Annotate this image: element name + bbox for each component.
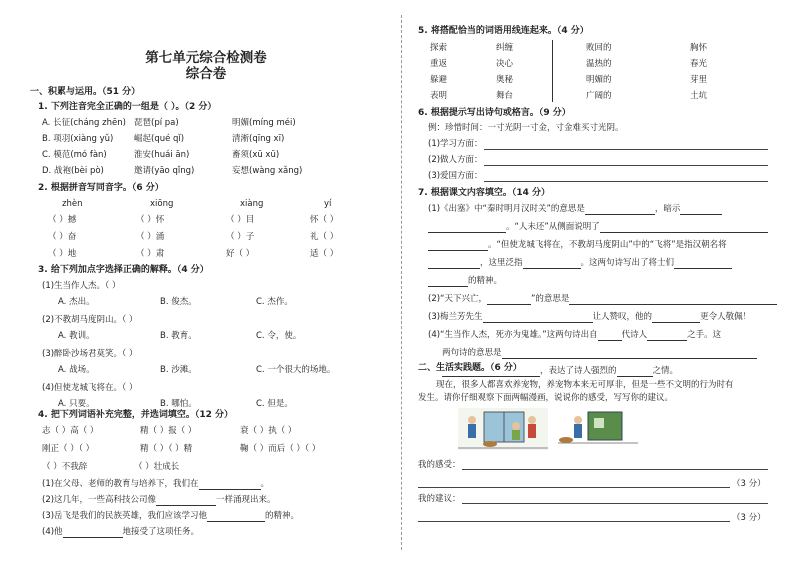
q4-fill-blank[interactable]	[156, 496, 216, 506]
q7-blank[interactable]	[569, 295, 777, 305]
q4-word-blank[interactable]: （ ）壮成长	[134, 462, 180, 472]
q5-left-word[interactable]: 决心	[496, 59, 514, 69]
q5-right-word[interactable]: 胸怀	[690, 43, 708, 53]
q6-item-label: (1)学习方面：	[428, 139, 483, 149]
section-1-heading: 一、积累与运用。（51 分）	[30, 87, 141, 97]
q5-left-word[interactable]: 舞台	[496, 91, 514, 101]
q2-title: 2. 根据拼音写同音字。（6 分）	[38, 183, 164, 193]
q5-right-word[interactable]: 败回的	[586, 43, 612, 53]
q3-title: 3. 给下列加点字选择正确的解释。（4 分）	[38, 265, 209, 275]
q4-fill-blank[interactable]	[199, 480, 261, 490]
q7-line5: 的精神。	[428, 276, 502, 287]
q2-blank-cell[interactable]: （ ）怀	[136, 215, 165, 225]
q5-right-word[interactable]: 广阔的	[586, 91, 612, 101]
q5-left-word[interactable]: 表明	[430, 91, 448, 101]
q5-left-word[interactable]: 奥秘	[496, 75, 514, 85]
q4-fill-post: 地接受了这项任务。	[122, 527, 200, 537]
q5-right-word[interactable]: 土坑	[690, 91, 708, 101]
q4-fill-sentence	[42, 527, 199, 538]
cartoon-2	[558, 410, 638, 446]
q7-blank[interactable]	[502, 349, 757, 359]
suggestion-score: （3 分）	[732, 513, 766, 523]
feelings-answer-line-2[interactable]	[418, 487, 730, 488]
q3-option[interactable]: A. 只要。	[58, 399, 95, 409]
q7-blank[interactable]	[483, 313, 593, 323]
q7-blank[interactable]	[617, 367, 653, 377]
column-divider	[401, 15, 402, 550]
q2-blank-cell[interactable]: 礼（ ）	[310, 232, 339, 242]
q1-option-text: A. 长征(cháng zhēn)	[42, 118, 126, 128]
q3-option[interactable]: C. 一个很大的场地。	[256, 365, 336, 375]
q3-option[interactable]: A. 战场。	[58, 365, 95, 375]
q4-word-blank[interactable]: 精（ ）报（ ）	[140, 426, 197, 436]
q2-blank-cell[interactable]: （ ）奋	[48, 232, 77, 242]
q2-pinyin: xiōng	[150, 199, 174, 209]
q7-line9: 两句诗的意思是	[442, 348, 757, 359]
q6-answer-line[interactable]	[484, 149, 768, 150]
q3-option[interactable]: C. 令，使。	[256, 331, 302, 341]
q7-line1: (1)《出塞》中“秦时明月汉时关”的意思是 ，暗示	[428, 204, 722, 215]
q5-left-word[interactable]: 躲避	[430, 75, 448, 85]
q3-item-stem: (4)但使龙城飞将在。（ ）	[42, 383, 138, 393]
q4-fill-pre: (3)岳飞是我们的民族英雄，我们应该学习他	[42, 511, 208, 521]
q5-left-word[interactable]: 纠缠	[496, 43, 514, 53]
q7-line10: ，表达了诗人强烈的 之情。	[442, 366, 678, 377]
q6-item-label: (2)做人方面：	[428, 155, 483, 165]
q4-word-blank[interactable]: 刚正（ ）（ ）	[42, 444, 95, 454]
q1-option-text: 琵琶(pí pa)	[134, 118, 179, 128]
q7-blank[interactable]	[428, 241, 488, 251]
q7-blank[interactable]	[598, 331, 622, 341]
q6-answer-line[interactable]	[484, 181, 768, 182]
q1-option-text: C. 模范(mó fàn)	[42, 150, 107, 160]
q4-fill-sentence	[42, 511, 299, 522]
q6-answer-line[interactable]	[484, 165, 768, 166]
q7-line3: 。“但使龙城飞将在，不教胡马度阴山”中的“飞将”是指汉朝名将	[428, 240, 727, 251]
q5-separator	[552, 40, 553, 102]
q4-word-blank[interactable]: 志（ ）高（ ）	[42, 426, 99, 436]
q3-option[interactable]: A. 杰出。	[58, 297, 95, 307]
q6-example: 例：珍惜时间：一寸光阴一寸金，寸金难买寸光阴。	[428, 123, 624, 133]
my-suggestion-label: 我的建议：	[418, 494, 461, 504]
q4-fill-post: 的精神。	[265, 511, 300, 521]
q2-blank-cell[interactable]: 怀（ ）	[310, 215, 339, 225]
q7-blank[interactable]	[674, 259, 732, 269]
q2-blank-cell[interactable]: （ ）地	[48, 249, 77, 259]
q2-blank-cell[interactable]: （ ）肃	[136, 249, 165, 259]
q4-fill-post: 一样涌现出来。	[216, 495, 276, 505]
q3-option[interactable]: B. 教育。	[160, 331, 197, 341]
q2-blank-cell[interactable]: （ ）子	[226, 232, 255, 242]
section-2-heading: 二、生活实践题。（6 分）	[418, 363, 522, 373]
q4-fill-blank[interactable]	[207, 512, 265, 522]
q4-fill-pre: (4)他	[42, 527, 63, 537]
suggestion-answer-line-2[interactable]	[418, 521, 730, 522]
q4-fill-pre: (2)这几年，一些高科技公司像	[42, 495, 157, 505]
q2-blank-cell[interactable]: （ ）撼	[48, 215, 77, 225]
q1-option-text: 妄想(wàng xǎng)	[232, 166, 303, 176]
suggestion-answer-line[interactable]	[462, 503, 768, 504]
q2-pinyin: zhèn	[62, 199, 83, 209]
feelings-score: （3 分）	[732, 479, 766, 489]
cartoon-1	[458, 408, 548, 450]
q7-blank[interactable]	[652, 313, 700, 323]
q2-blank-cell[interactable]: 适（ ）	[310, 249, 339, 259]
practice-text-2: 发生。请你仔细观察下面两幅漫画，说说你的感受，写写你的建议。	[418, 393, 674, 403]
q3-option[interactable]: B. 哪怕。	[160, 399, 197, 409]
page-subtitle: 综合卷	[185, 66, 227, 82]
q4-word-blank[interactable]: 精（ ）（ ）精	[140, 444, 193, 454]
q3-item-stem: (2)不教胡马度阴山。（ ）	[42, 315, 138, 325]
q2-pinyin: xiàng	[240, 199, 264, 209]
page-title: 第七单元综合检测卷	[145, 50, 267, 66]
q6-item-label: (3)爱国方面：	[428, 171, 483, 181]
q5-right-word[interactable]: 温热的	[586, 59, 612, 69]
q3-option[interactable]: A. 教训。	[58, 331, 95, 341]
q7-blank[interactable]	[428, 259, 480, 269]
q7-line2: 。“人未还”从侧面说明了	[428, 222, 768, 233]
q3-option[interactable]: B. 俊杰。	[160, 297, 197, 307]
q2-blank-cell[interactable]: （ ）目	[226, 215, 255, 225]
q5-left-word[interactable]: 重返	[430, 59, 448, 69]
q4-title: 4. 把下列词语补充完整，并选词填空。（12 分）	[38, 410, 233, 420]
practice-text-1: 现在，很多人都喜欢养宠物，养宠物本来无可厚非，但是一些不文明的行为时有	[436, 380, 734, 390]
q1-option-text: 淮安(huái ān)	[134, 150, 190, 160]
q2-blank-cell[interactable]: 好（ ）	[226, 249, 255, 259]
q6-title: 6. 根据提示写出诗句或格言。（9 分）	[418, 108, 571, 118]
q3-item-stem: (3)醉卧沙场君莫笑。（ ）	[42, 349, 138, 359]
q3-option[interactable]: C. 但是。	[256, 399, 293, 409]
q4-fill-post: 。	[260, 479, 270, 489]
q5-right-word[interactable]: 芽里	[690, 75, 708, 85]
q7-line7: (3)梅兰芳先生 让人赞叹，他的 更令人敬佩！	[428, 312, 752, 322]
q1-option-text: 明媚(míng méi)	[232, 118, 296, 128]
q4-word-blank[interactable]: 衰（ ）执（ ）	[240, 426, 297, 436]
q2-blank-cell[interactable]: （ ）涌	[136, 232, 165, 242]
q4-fill-pre: (1)在父母、老师的教育与培养下，我们在	[42, 479, 199, 489]
q1-title: 1. 下列注音完全正确的一组是（ ）。（2 分）	[38, 102, 217, 112]
q3-option[interactable]: B. 沙滩。	[160, 365, 197, 375]
q5-title: 5. 将搭配恰当的词语用线连起来。（4 分）	[418, 26, 589, 36]
q1-option-text: D. 战袍(bèi pò)	[42, 166, 104, 176]
q7-blank[interactable]	[428, 223, 506, 233]
q4-word-blank[interactable]: 鞠（ ）而后（ ）（ ）	[240, 444, 321, 454]
q1-option-text: B. 项羽(xiàng yǔ)	[42, 134, 114, 144]
q2-pinyin: yí	[324, 199, 332, 209]
q7-blank[interactable]	[523, 259, 581, 269]
q7-blank[interactable]	[600, 223, 768, 233]
q5-right-word[interactable]: 春光	[690, 59, 708, 69]
q5-left-word[interactable]: 探索	[430, 43, 448, 53]
q7-blank[interactable]	[647, 331, 687, 341]
q3-item-stem: (1)生当作人杰。（ ）	[42, 281, 121, 291]
q1-option-text: 邀请(yāo qǐng)	[134, 166, 195, 176]
q4-fill-sentence	[42, 479, 269, 490]
q4-fill-blank[interactable]	[63, 528, 123, 538]
q7-blank[interactable]	[428, 277, 468, 287]
q1-option-text: 清淅(qīng xī)	[232, 134, 285, 144]
q1-option-text: 畜须(xū xū)	[232, 150, 280, 160]
q7-blank[interactable]	[680, 205, 722, 215]
q4-fill-sentence	[42, 495, 276, 506]
q7-line4: ，这里泛指 。这两句诗写出了将士们	[428, 258, 732, 269]
q7-line6: (2)“天下兴亡， ”的意思是	[428, 294, 777, 305]
q7-title: 7. 根据课文内容填空。（14 分）	[418, 188, 550, 198]
q7-blank[interactable]	[585, 205, 655, 215]
q5-right-word[interactable]: 明媚的	[586, 75, 612, 85]
q7-blank[interactable]	[487, 295, 531, 305]
feelings-answer-line[interactable]	[462, 469, 768, 470]
q4-word-blank[interactable]: （ ）不我辞	[42, 462, 88, 472]
q3-option[interactable]: C. 杰作。	[256, 297, 293, 307]
q7-line8: (4)“生当作人杰，死亦为鬼雄。”这两句诗出自 代诗人 之手。这	[428, 330, 722, 340]
q1-option-text: 崛起(qué qǐ)	[134, 134, 185, 144]
my-feelings-label: 我的感受：	[418, 460, 461, 470]
